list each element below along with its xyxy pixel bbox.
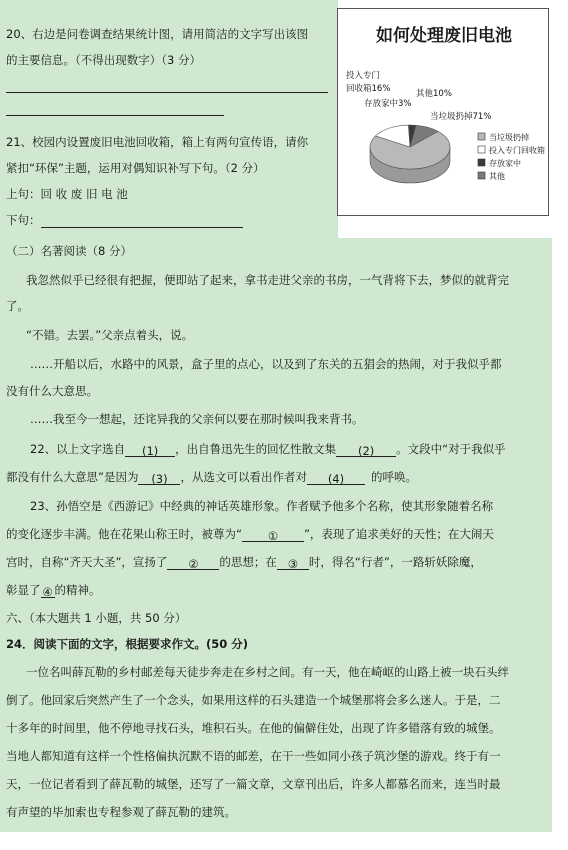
q21-lower-label: 下句： bbox=[6, 213, 41, 227]
section6-heading: 六、（本大题共 1 小题，共 50 分） bbox=[6, 611, 187, 625]
slice-label-store-at-home: 存放家中3% bbox=[364, 99, 412, 109]
section2-paragraph-3b: 没有什么大意思。 bbox=[6, 384, 98, 398]
section2-paragraph-2: “不错。去罢。”父亲点着头，说。 bbox=[26, 328, 194, 342]
q23-line-1: 23、孙悟空是《西游记》中经典的神话英雄形象。作者赋予他多个名称，使其形象随着名称 bbox=[30, 499, 494, 513]
legend-swatch-1 bbox=[478, 133, 485, 140]
q23-text-2b: ”，表现了追求美好的天性；在大闹天 bbox=[303, 527, 494, 541]
q20-answer-line-2[interactable] bbox=[6, 115, 224, 116]
q23-blank-3[interactable]: ③ bbox=[277, 556, 309, 570]
q23-line-4 bbox=[6, 582, 101, 598]
q23-text-2a: 的变化逐步丰满。他在花果山称王时，被尊为“ bbox=[6, 527, 242, 541]
q23-line-2 bbox=[6, 526, 494, 542]
slice-label-trash: 当垃圾扔掉71% bbox=[430, 112, 492, 122]
pie-chart bbox=[337, 8, 549, 216]
q21-lower-couplet bbox=[6, 212, 243, 228]
legend-label-2: 投入专门回收箱 bbox=[489, 146, 545, 155]
legend-swatch-2 bbox=[478, 146, 485, 153]
q21-upper-couplet: 上句：回 收 废 旧 电 池 bbox=[6, 187, 128, 201]
q24-paragraph-5: 天，一位记者看到了薛瓦勒的城堡，还写了一篇文章，文章刊出后，许多人都慕名而来，连当时最 bbox=[6, 777, 501, 791]
q24-paragraph-2: 倒了。他回家后突然产生了一个念头，如果用这样的石头建造一个城堡那将会多么迷人。于是，二 bbox=[6, 693, 501, 707]
slice-label-other: 其他10% bbox=[416, 89, 452, 99]
legend-label-3: 存放家中 bbox=[489, 159, 521, 168]
section2-heading: （二）名著阅读（8 分） bbox=[6, 244, 132, 258]
q24-paragraph-6: 有声望的毕加索也专程参观了薛瓦勒的建筑。 bbox=[6, 805, 236, 819]
section2-paragraph-1b: 了。 bbox=[6, 299, 29, 313]
q22-blank-3[interactable]: (3) bbox=[138, 471, 180, 485]
legend-swatch-4 bbox=[478, 172, 485, 179]
q22-text-5: ，从选文可以看出作者对 bbox=[180, 470, 307, 484]
q21-line-1: 21、校园内设置废旧电池回收箱，箱上有两句宣传语，请你 bbox=[6, 135, 309, 149]
q22-text-2: ，出自鲁迅先生的回忆性散文集 bbox=[175, 442, 337, 456]
q21-line-2: 紧扣“环保”主题，运用对偶知识补写下句。（2 分） bbox=[6, 161, 265, 175]
q22-text-6: 的呼唤。 bbox=[370, 470, 417, 484]
q23-blank-1[interactable]: ① bbox=[242, 528, 304, 542]
q23-blank-4[interactable]: ④ bbox=[42, 585, 53, 599]
q22-blank-2[interactable]: (2) bbox=[336, 443, 396, 457]
q23-text-3c: 时，得名“行者”，一路斩妖除魔， bbox=[308, 555, 482, 569]
q23-text-3b: 的思想；在 bbox=[219, 555, 277, 569]
q24-paragraph-4: 当地人都知道有这样一个性格偏执沉默不语的邮差，在干一些如同小孩子筑沙堡的游戏。终于有一 bbox=[6, 749, 501, 763]
q23-blank-2[interactable]: ② bbox=[167, 556, 219, 570]
section2-paragraph-1a: 我忽然似乎已经很有把握，便即站了起来，拿书走进父亲的书房，一气背将下去，梦似的就背完 bbox=[26, 273, 509, 287]
q20-answer-line[interactable] bbox=[6, 92, 328, 93]
legend-label-1: 当垃圾扔掉 bbox=[489, 133, 529, 142]
q22-text-1: 22、以上文字选自 bbox=[30, 442, 126, 456]
q20-line-1: 20、右边是问卷调查结果统计图，请用简洁的文字写出该图 bbox=[6, 27, 309, 41]
q23-text-4a: 彰显了 bbox=[6, 583, 41, 597]
q22-line-1 bbox=[30, 441, 506, 457]
section2-paragraph-3a: ……开船以后，水路中的风景，盒子里的点心，以及到了东关的五猖会的热闹，对于我似乎都 bbox=[30, 357, 502, 371]
slice-label-recycle-bin-a: 投入专门 bbox=[346, 71, 381, 81]
slice-label-recycle-bin-b: 回收箱16% bbox=[346, 84, 391, 94]
legend-swatch-3 bbox=[478, 159, 485, 166]
legend-label-4: 其他 bbox=[489, 172, 505, 181]
q21-answer-blank[interactable] bbox=[41, 214, 243, 228]
q22-text-3: 。文段中“对于我似乎 bbox=[396, 442, 506, 456]
q22-text-4: 都没有什么大意思”是因为 bbox=[6, 470, 139, 484]
q23-line-3 bbox=[6, 554, 482, 570]
q24-paragraph-3: 十多年的时间里，他不停地寻找石头，堆积石头。在他的偏僻住处，出现了许多错落有致的城堡。 bbox=[6, 721, 501, 735]
q22-blank-4[interactable]: (4) bbox=[307, 471, 365, 485]
q20-line-2: 的主要信息。（不得出现数字）（3 分） bbox=[6, 53, 201, 67]
q22-line-2 bbox=[6, 469, 417, 485]
q23-text-4b: 的精神。 bbox=[54, 583, 101, 597]
q24-prompt: 24．阅读下面的文字，根据要求作文。(50 分) bbox=[6, 637, 249, 651]
chart-title: 如何处理废旧电池 bbox=[376, 26, 512, 46]
q24-paragraph-1: 一位名叫薛瓦勒的乡村邮差每天徒步奔走在乡村之间。有一天，他在崎岖的山路上被一块石头绊 bbox=[26, 665, 509, 679]
q23-text-3a: 宫时，自称“齐天大圣”，宣扬了 bbox=[6, 555, 168, 569]
section2-paragraph-4: ……我至今一想起，还诧异我的父亲何以要在那时候叫我来背书。 bbox=[30, 412, 364, 426]
pie-chart-svg bbox=[338, 9, 550, 217]
q22-blank-1[interactable]: (1) bbox=[125, 443, 175, 457]
